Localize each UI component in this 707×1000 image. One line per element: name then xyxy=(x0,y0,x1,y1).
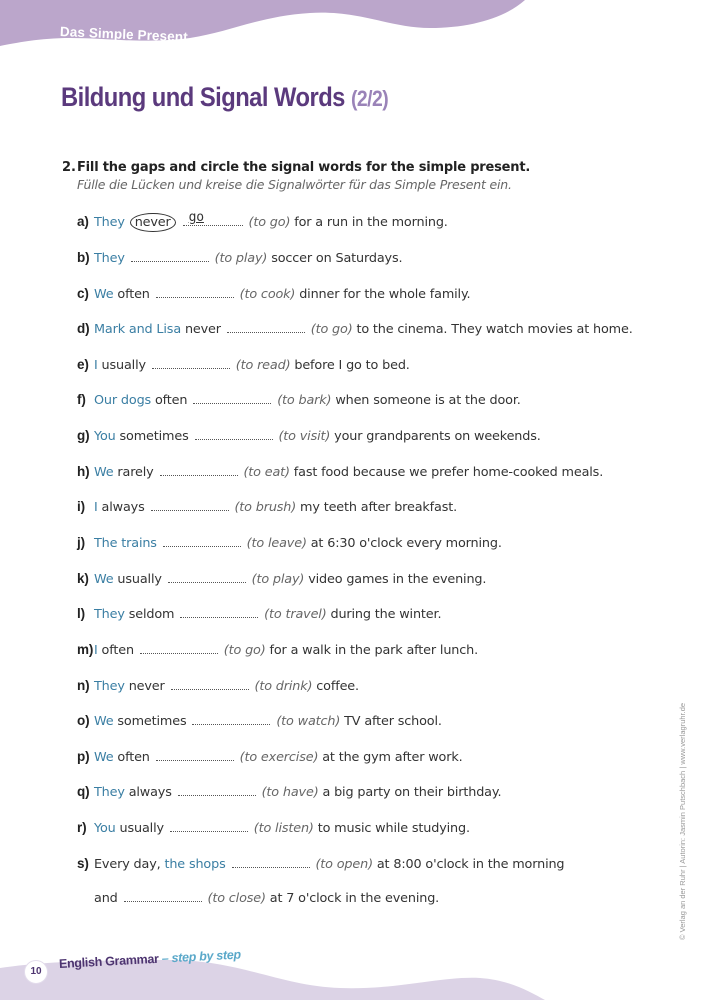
exercise-item xyxy=(77,854,564,874)
item-answer-gap[interactable] xyxy=(180,605,258,618)
item-rest-text: video games in the evening. xyxy=(308,572,487,587)
item-verb-hint: (to bark) xyxy=(277,393,332,408)
item-lead-text: and xyxy=(94,891,118,906)
item-verb-hint: (to watch) xyxy=(276,714,341,729)
item-rest-text: at the gym after work. xyxy=(322,750,463,765)
item-subject: We xyxy=(94,572,114,587)
item-label: k) xyxy=(77,571,89,586)
item-subject: They xyxy=(94,607,125,622)
exercise-item xyxy=(77,390,521,410)
item-subject: We xyxy=(94,465,114,480)
section-label: Das Simple Present xyxy=(59,24,189,45)
item-subject: We xyxy=(94,287,114,302)
item-signal-word[interactable]: always xyxy=(101,500,145,515)
item-rest-text: to the cinema. They watch movies at home. xyxy=(356,322,633,337)
item-rest-text: fast food because we prefer home-cooked meals. xyxy=(293,465,604,480)
item-answer-gap[interactable] xyxy=(232,855,310,868)
item-answer-gap[interactable] xyxy=(178,783,256,796)
item-verb-hint: (to visit) xyxy=(278,429,331,444)
exercise-item xyxy=(77,462,603,482)
item-rest-text: for a walk in the park after lunch. xyxy=(269,643,479,658)
item-signal-word[interactable]: usually xyxy=(117,572,162,587)
item-verb-hint: (to go) xyxy=(248,215,291,230)
exercise-item xyxy=(77,248,402,268)
item-label: q) xyxy=(77,784,90,799)
exercise-item xyxy=(77,640,478,660)
page-title-part: (2/2) xyxy=(350,86,389,111)
page-title-main: Bildung und Signal Words xyxy=(61,82,345,112)
exercise-item xyxy=(77,747,463,767)
item-label: j) xyxy=(77,535,85,550)
book-title-main: English Grammar xyxy=(58,951,159,971)
item-verb-hint: (to cook) xyxy=(239,287,296,302)
footer-wave-decoration xyxy=(0,940,707,1000)
item-label: l) xyxy=(77,606,85,621)
item-rest-text: my teeth after breakfast. xyxy=(300,500,458,515)
item-verb-hint: (to eat) xyxy=(243,465,290,480)
item-rest-text: TV after school. xyxy=(344,714,442,729)
item-signal-word[interactable]: usually xyxy=(101,358,146,373)
exercise-item xyxy=(77,355,410,375)
item-answer-gap[interactable] xyxy=(140,641,218,654)
item-answer-gap[interactable] xyxy=(183,210,243,226)
item-signal-word[interactable]: never xyxy=(130,213,176,232)
item-answer: go xyxy=(188,210,204,225)
item-label: r) xyxy=(77,820,87,835)
item-signal-word[interactable]: often xyxy=(117,750,150,765)
item-signal-word[interactable]: usually xyxy=(119,821,164,836)
exercise-item xyxy=(77,284,470,304)
item-signal-word[interactable]: often xyxy=(117,287,150,302)
item-verb-hint: (to play) xyxy=(251,572,305,587)
item-subject: I xyxy=(94,500,98,515)
exercise-item xyxy=(77,569,486,589)
item-verb-hint: (to brush) xyxy=(234,500,297,515)
item-answer-gap[interactable] xyxy=(168,570,246,583)
item-signal-word[interactable]: always xyxy=(128,785,172,800)
item-label: e) xyxy=(77,357,89,372)
item-subject: They xyxy=(94,251,125,266)
item-answer-gap[interactable] xyxy=(171,677,249,690)
item-label: n) xyxy=(77,678,90,693)
item-label: h) xyxy=(77,464,90,479)
item-answer-gap[interactable] xyxy=(156,285,234,298)
item-answer-gap[interactable] xyxy=(152,356,230,369)
task-number: 2. xyxy=(62,160,76,175)
item-answer-gap[interactable] xyxy=(160,463,238,476)
item-signal-word[interactable]: sometimes xyxy=(119,429,189,444)
item-label: s) xyxy=(77,856,89,871)
item-subject: You xyxy=(94,821,116,836)
item-signal-word[interactable]: sometimes xyxy=(117,714,187,729)
item-subject: They xyxy=(94,785,125,800)
exercise-item xyxy=(77,426,541,446)
item-answer-gap[interactable] xyxy=(163,534,241,547)
item-label: d) xyxy=(77,321,90,336)
item-verb-hint: (to have) xyxy=(261,785,319,800)
task-instruction-en: Fill the gaps and circle the signal words for the simple present. xyxy=(77,160,531,175)
item-rest-text: coffee. xyxy=(316,679,359,694)
item-verb-hint: (to close) xyxy=(207,891,266,906)
item-rest-text: soccer on Saturdays. xyxy=(271,251,403,266)
item-answer-gap[interactable] xyxy=(124,889,202,902)
item-verb-hint: (to drink) xyxy=(254,679,313,694)
item-subject: Mark and Lisa xyxy=(94,322,182,337)
item-answer-gap[interactable] xyxy=(156,748,234,761)
item-subject: I xyxy=(94,643,98,658)
item-rest-text: before I go to bed. xyxy=(294,358,410,373)
item-rest-text: your grandparents on weekends. xyxy=(334,429,541,444)
item-signal-word[interactable]: rarely xyxy=(117,465,154,480)
item-label: i) xyxy=(77,499,85,514)
page-title xyxy=(61,82,388,113)
item-label: b) xyxy=(77,250,90,265)
item-label: f) xyxy=(77,392,86,407)
item-verb-hint: (to go) xyxy=(223,643,266,658)
item-verb-hint: (to travel) xyxy=(264,607,327,622)
item-subject: We xyxy=(94,714,114,729)
item-answer-gap[interactable] xyxy=(192,712,270,725)
item-rest-text: at 6:30 o'clock every morning. xyxy=(310,536,502,551)
item-verb-hint: (to play) xyxy=(214,251,268,266)
item-rest-text: dinner for the whole family. xyxy=(299,287,471,302)
exercise-item xyxy=(77,782,501,802)
exercise-item xyxy=(77,676,359,696)
exercise-item xyxy=(77,604,441,624)
item-answer-gap[interactable] xyxy=(195,427,273,440)
item-label: a) xyxy=(77,214,89,229)
item-lead-text: Every day, xyxy=(94,857,161,872)
task-2 xyxy=(62,160,642,192)
exercise-item xyxy=(77,212,448,232)
item-answer-gap[interactable] xyxy=(131,249,209,262)
item-rest-text: at 8:00 o'clock in the morning xyxy=(376,857,565,872)
item-label: p) xyxy=(77,749,90,764)
item-label: g) xyxy=(77,428,90,443)
item-rest-text: when someone is at the door. xyxy=(335,393,521,408)
exercise-item xyxy=(77,497,457,517)
item-subject: the shops xyxy=(164,857,226,872)
item-answer-gap[interactable] xyxy=(151,498,229,511)
item-signal-word[interactable]: never xyxy=(184,322,221,337)
item-subject: They xyxy=(94,215,125,230)
item-verb-hint: (to exercise) xyxy=(239,750,319,765)
item-signal-word[interactable]: often xyxy=(101,643,134,658)
item-subject: We xyxy=(94,750,114,765)
item-verb-hint: (to listen) xyxy=(253,821,314,836)
item-signal-word[interactable]: never xyxy=(128,679,165,694)
item-answer-gap[interactable] xyxy=(227,320,305,333)
item-rest-text: to music while studying. xyxy=(317,821,470,836)
copyright-notice: © Verlag an der Ruhr | Autorin: Jasmin Putschbach | www.verlagruhr.de xyxy=(678,702,687,940)
page-number: 10 xyxy=(24,960,48,984)
item-signal-word[interactable]: often xyxy=(154,393,188,408)
item-subject: I xyxy=(94,358,98,373)
exercise-item xyxy=(77,533,502,553)
item-verb-hint: (to leave) xyxy=(246,536,307,551)
exercise-item xyxy=(77,711,442,731)
item-rest-text: at 7 o'clock in the evening. xyxy=(269,891,440,906)
book-title-subtitle: – step by step xyxy=(161,947,242,966)
item-rest-text: during the winter. xyxy=(330,607,442,622)
item-verb-hint: (to open) xyxy=(315,857,373,872)
item-answer-gap[interactable] xyxy=(170,819,248,832)
item-answer-gap[interactable] xyxy=(193,391,271,404)
exercise-item xyxy=(77,818,470,838)
item-label: m) xyxy=(77,642,94,657)
item-subject: They xyxy=(94,679,125,694)
item-rest-text: a big party on their birthday. xyxy=(322,785,502,800)
item-verb-hint: (to go) xyxy=(310,322,353,337)
item-signal-word[interactable]: seldom xyxy=(128,607,175,622)
task-instruction-de: Fülle die Lücken und kreise die Signalwörter für das Simple Present ein. xyxy=(77,177,512,192)
item-subject: Our dogs xyxy=(94,393,152,408)
item-label: c) xyxy=(77,286,89,301)
item-label: o) xyxy=(77,713,90,728)
item-rest-text: for a run in the morning. xyxy=(294,215,448,230)
exercise-item xyxy=(94,889,439,909)
item-verb-hint: (to read) xyxy=(235,358,291,373)
exercise-item xyxy=(77,319,633,339)
item-subject: You xyxy=(94,429,116,444)
item-subject: The trains xyxy=(94,536,157,551)
